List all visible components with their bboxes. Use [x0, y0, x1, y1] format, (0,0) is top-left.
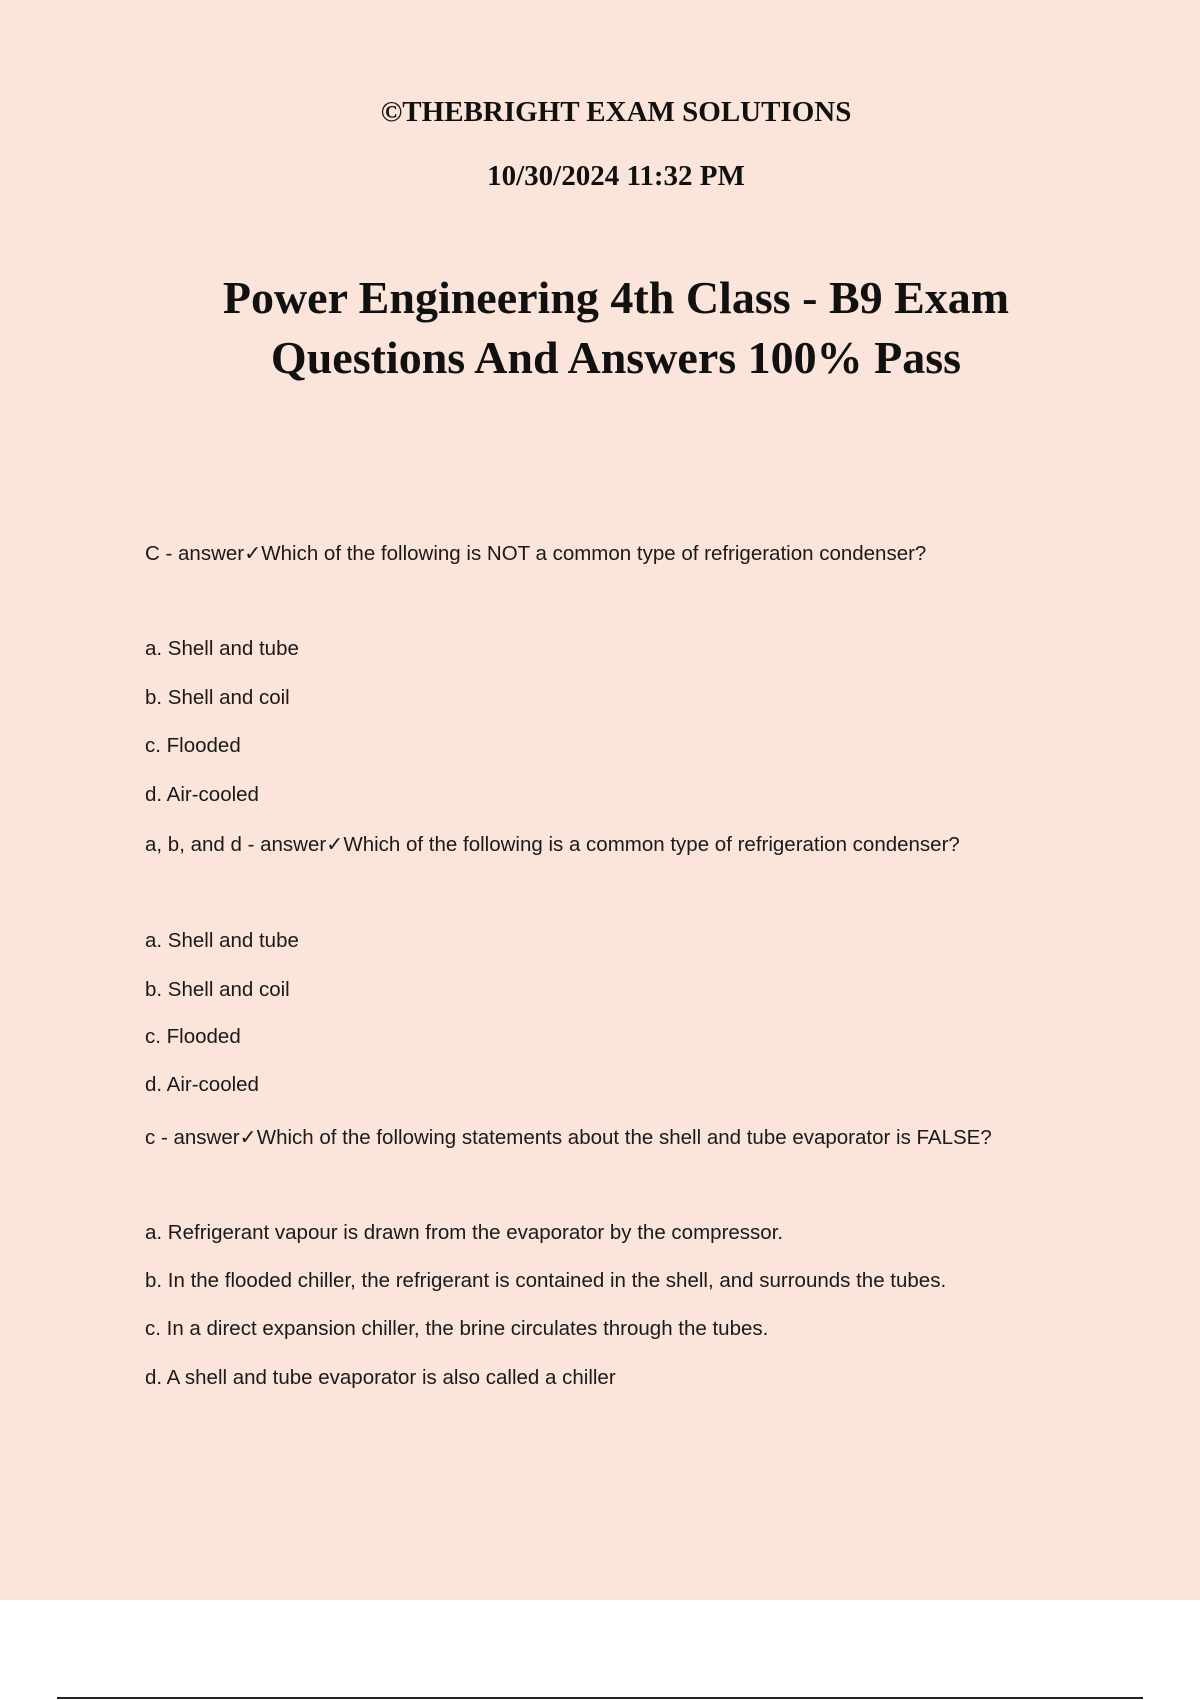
title-line-2: Questions And Answers 100% Pass	[270, 332, 962, 383]
copyright-header: ©THEBRIGHT EXAM SOLUTIONS	[380, 96, 852, 128]
question-3-option-c: c. In a direct expansion chiller, the brine circulates through the tubes.	[145, 1317, 769, 1340]
question-1-option-c: c. Flooded	[145, 734, 241, 757]
question-3-prompt: c - answer✓Which of the following statements about the shell and tube evaporator is FALSE?	[145, 1126, 992, 1149]
question-2-option-c: c. Flooded	[145, 1025, 241, 1048]
question-2-option-a: a. Shell and tube	[145, 929, 299, 952]
question-2-option-d: d. Air-cooled	[145, 1073, 259, 1096]
timestamp: 10/30/2024 11:32 PM	[487, 160, 745, 192]
question-3-option-b: b. In the flooded chiller, the refrigerant is contained in the shell, and surrounds the tubes.	[145, 1269, 947, 1292]
question-3-option-d: d. A shell and tube evaporator is also called a chiller	[145, 1366, 616, 1389]
question-1-option-b: b. Shell and coil	[145, 686, 290, 709]
question-3-option-a: a. Refrigerant vapour is drawn from the evaporator by the compressor.	[145, 1221, 784, 1244]
question-2-option-b: b. Shell and coil	[145, 978, 290, 1001]
question-1-prompt: C - answer✓Which of the following is NOT a common type of refrigeration condenser?	[145, 542, 927, 565]
question-1-option-a: a. Shell and tube	[145, 637, 299, 660]
footer-divider	[57, 1697, 1143, 1699]
title-line-1: Power Engineering 4th Class - B9 Exam	[222, 272, 1010, 323]
question-2-prompt: a, b, and d - answer✓Which of the following is a common type of refrigeration condenser?	[145, 833, 960, 856]
question-1-option-d: d. Air-cooled	[145, 783, 259, 806]
page-title	[0, 268, 1200, 388]
